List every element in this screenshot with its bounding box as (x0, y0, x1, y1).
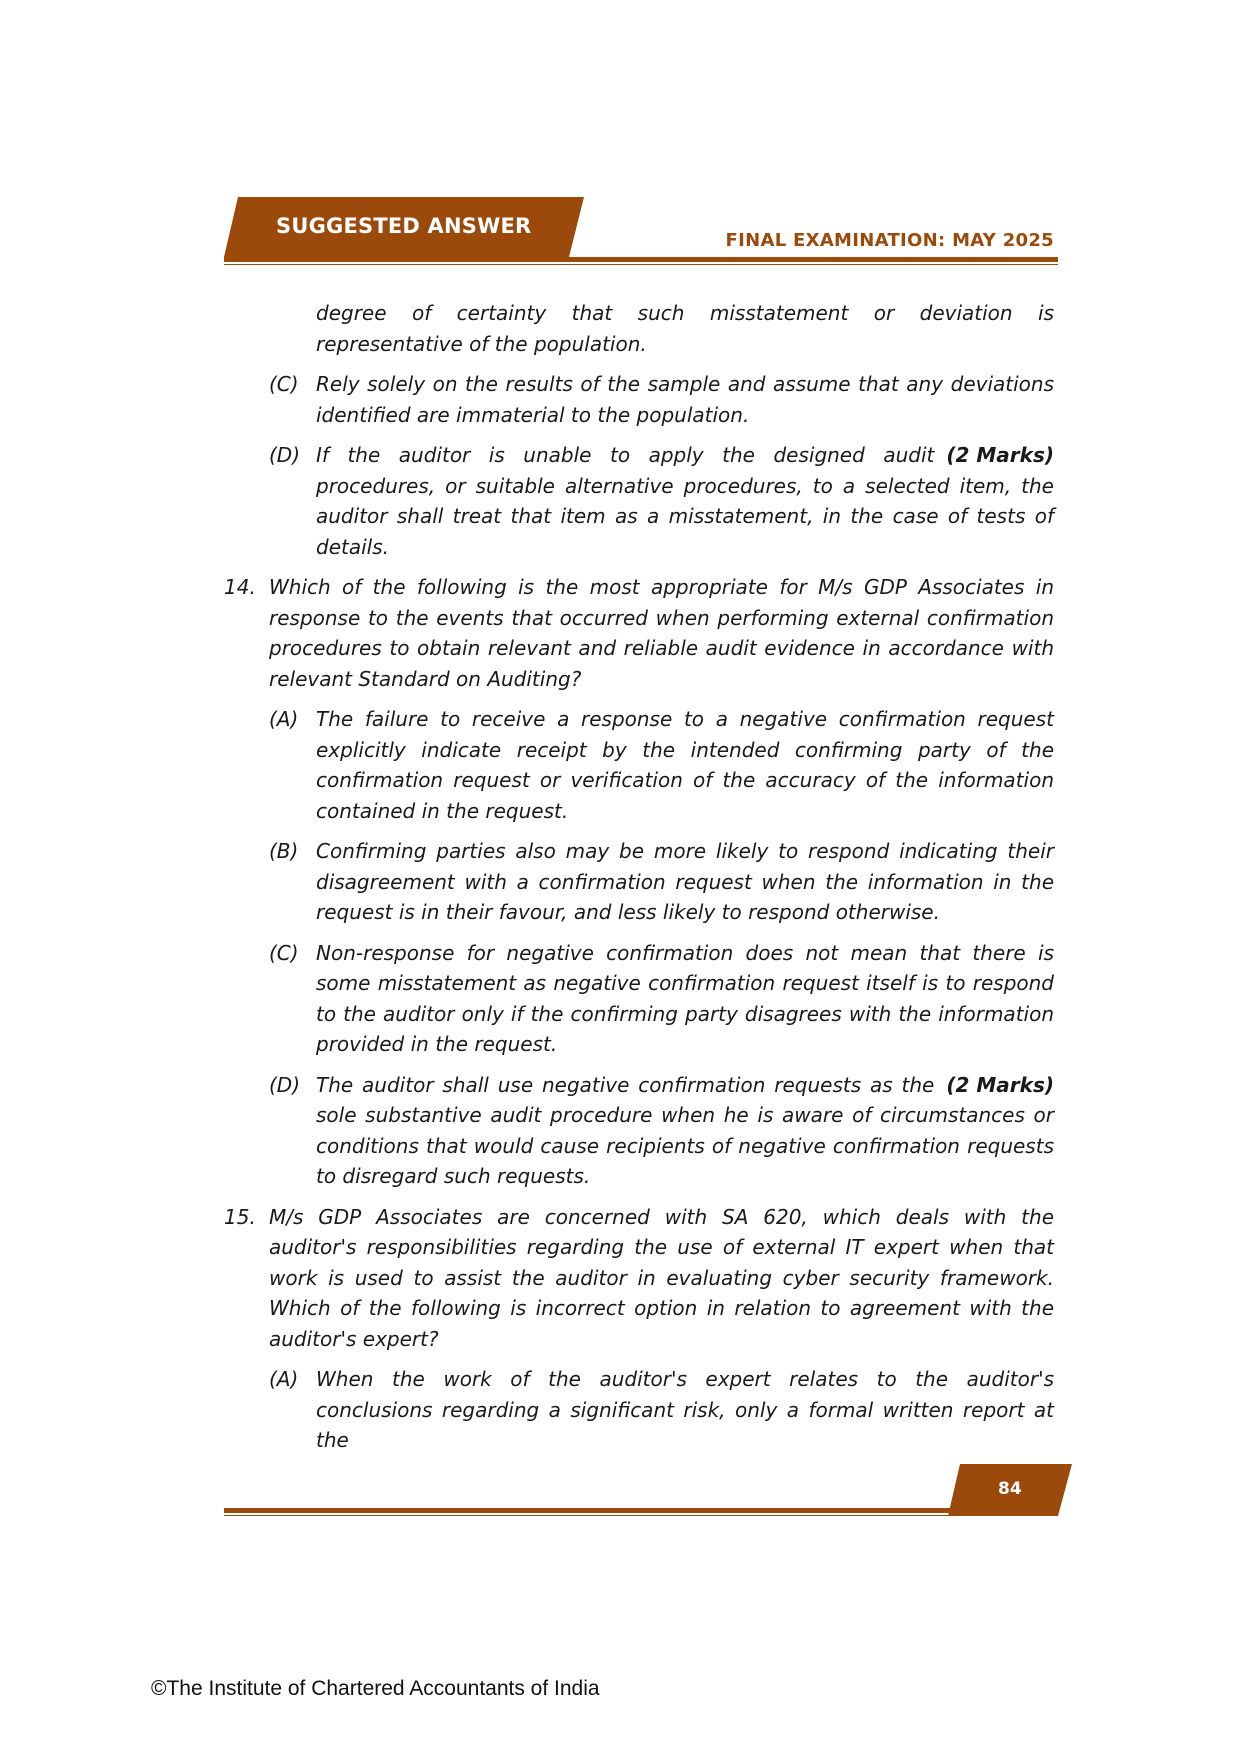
question-15-option-a (269, 1364, 1054, 1456)
question-14-option-a (269, 704, 1054, 826)
question-text: Which of the following is the most appropriate for M/s GDP Associates in response to the events that occurred when performing external confirmation procedures to obtain relevant and reliable audit evidence in accordance with relevant Standard on Auditing? (269, 575, 1054, 691)
option-text: Rely solely on the results of the sample and assume that any deviations identified are immaterial to the population. (316, 372, 1054, 427)
option-label: (D) (269, 1072, 301, 1097)
copyright-notice: ©The Institute of Chartered Accountants of India (151, 1677, 600, 1700)
option-text: If the auditor is unable to apply the designed audit procedures, or suitable alternative procedures, to a selected item, the auditor shall treat that item as a misstatement, in the case of tests of details. (316, 443, 1054, 559)
option-label: (A) (269, 707, 299, 731)
header-left-label: SUGGESTED ANSWER (276, 214, 532, 238)
header-rule (224, 257, 1058, 262)
option-c-continued (269, 369, 1054, 430)
option-label: (B) (269, 839, 299, 863)
option-d-continued (269, 440, 1054, 562)
header-rule-thin (224, 264, 1058, 265)
footer-rule-thin (224, 1515, 1058, 1516)
question-number: 14. (224, 575, 256, 599)
option-label: (C) (269, 372, 299, 396)
question-14-option-b (269, 836, 1054, 928)
option-label: (A) (269, 1367, 299, 1391)
question-14-option-d (269, 1070, 1054, 1192)
header-right-label: FINAL EXAMINATION: MAY 2025 (725, 230, 1054, 251)
question-14 (224, 572, 1054, 694)
option-text: The failure to receive a response to a negative confirmation request explicitly indicate receipt by the intended confirming party of the confirmation request or verification of the accuracy of the information contained in the request. (316, 707, 1054, 823)
option-label: (C) (269, 940, 299, 965)
marks-label: (2 Marks) (946, 443, 1054, 467)
continued-text: degree of certainty that such misstatement or deviation is representative of the population. (316, 301, 1054, 356)
question-15 (224, 1202, 1054, 1355)
page-content (224, 298, 1054, 1466)
page-number: 84 (998, 1479, 1022, 1499)
option-text: The auditor shall use negative confirmation requests as the sole substantive audit procedure when he is aware of circumstances or conditions that would cause recipients of negative confirmation requests to disregard such requests. (316, 1072, 1054, 1188)
option-text: Confirming parties also may be more likely to respond indicating their disagreement with a confirmation request when the information in the request is in their favour, and less likely to respond otherwise. (316, 839, 1054, 924)
question-number: 15. (224, 1204, 256, 1229)
footer-rule (224, 1508, 1058, 1513)
question-14-option-c (269, 938, 1054, 1060)
option-text: When the work of the auditor's expert relates to the auditor's conclusions regarding a significant risk, only a formal written report at the (316, 1367, 1054, 1452)
question-text: M/s GDP Associates are concerned with SA 620, which deals with the auditor's responsibilities regarding the use of external IT expert when that work is used to assist the auditor in evaluating cyber security framework. Which of the following is incorrect option in relation to agreement with the auditor's expert? (269, 1204, 1054, 1351)
option-text-wrapper (316, 1070, 1054, 1192)
option-label: (D) (269, 443, 301, 467)
option-text: Non-response for negative confirmation does not mean that there is some misstatement as negative confirmation request itself is to respond to the auditor only if the confirming party disagrees with the information provided in the request. (316, 940, 1054, 1056)
option-text-wrapper (316, 440, 1054, 562)
marks-label: (2 Marks) (946, 1072, 1054, 1097)
